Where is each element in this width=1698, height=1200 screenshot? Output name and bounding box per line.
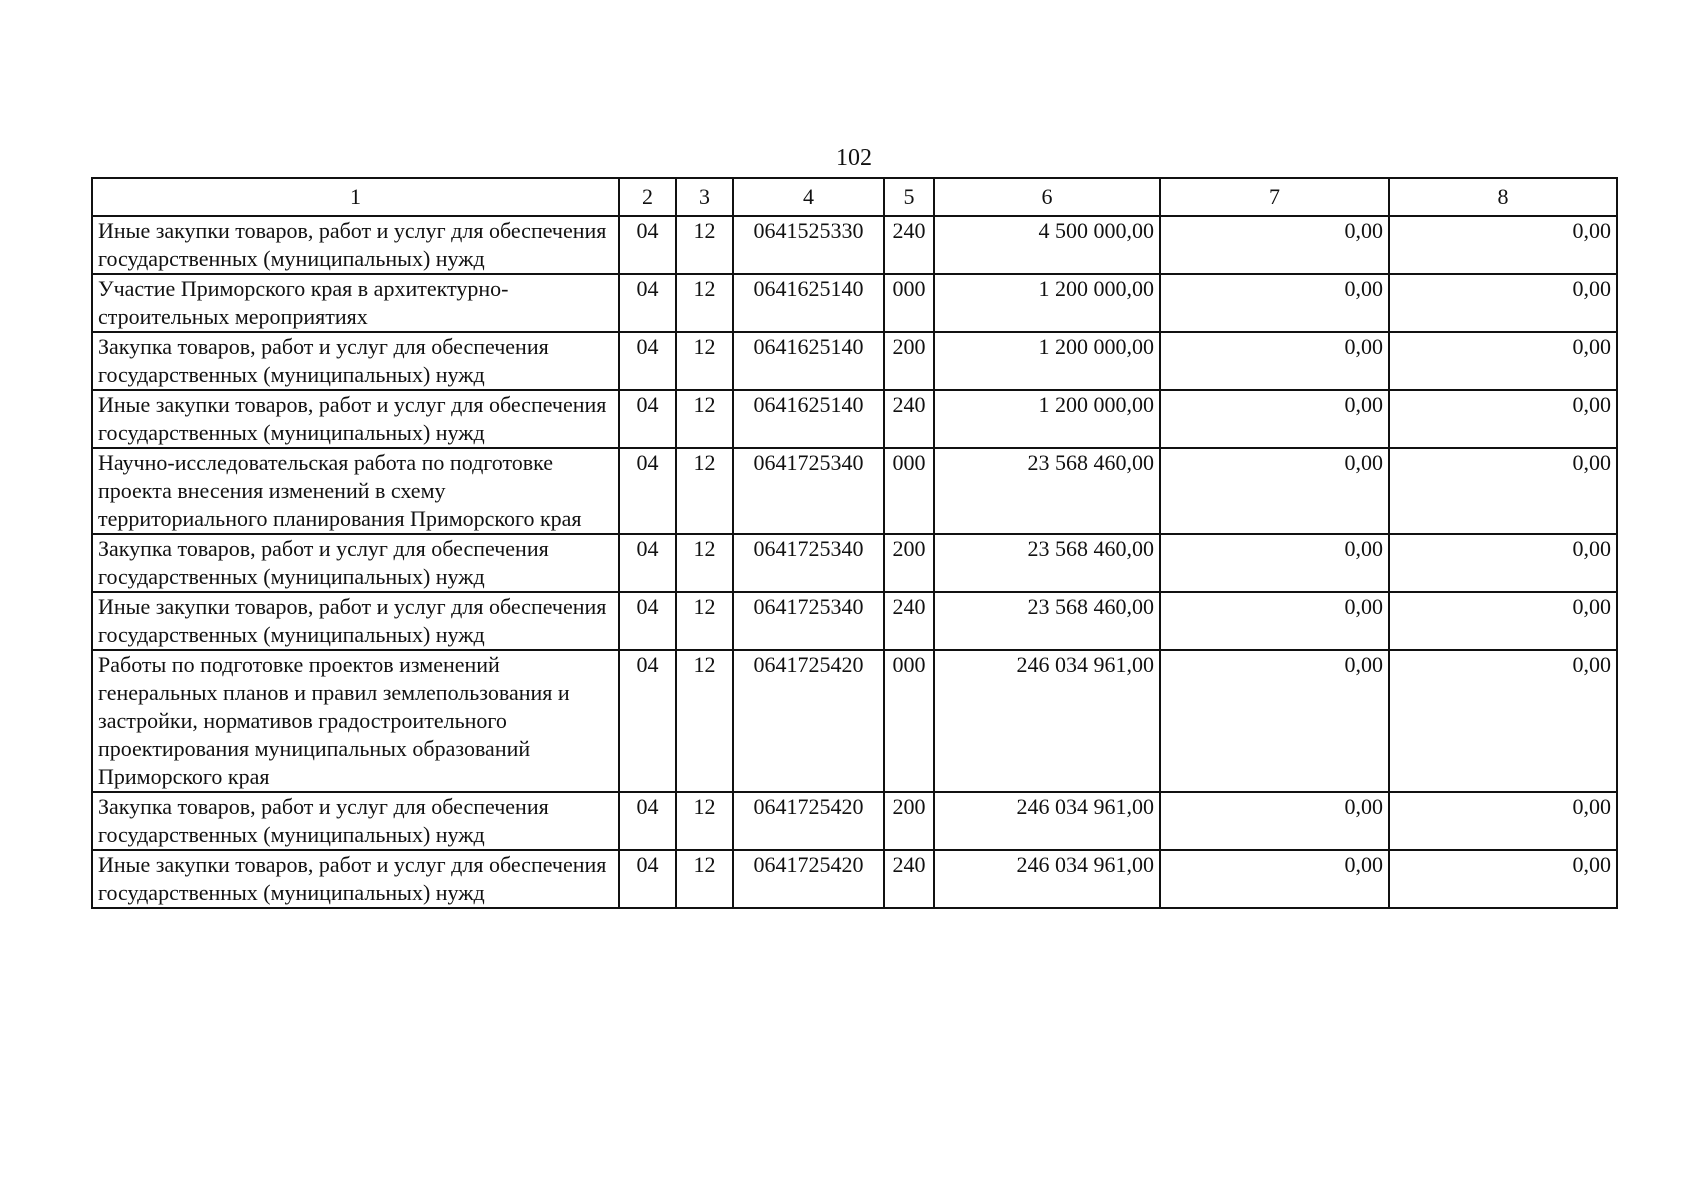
table-row bbox=[92, 850, 1617, 908]
item-name: Закупка товаров, работ и услуг для обеспечения государственных (муниципальных) нужд bbox=[92, 792, 619, 850]
subsection-code: 12 bbox=[676, 390, 733, 448]
item-name: Иные закупки товаров, работ и услуг для обеспечения государственных (муниципальных) нужд bbox=[92, 850, 619, 908]
item-name: Иные закупки товаров, работ и услуг для обеспечения государственных (муниципальных) нужд bbox=[92, 592, 619, 650]
amount-col-6: 23 568 460,00 bbox=[934, 448, 1160, 534]
amount-col-6: 246 034 961,00 bbox=[934, 792, 1160, 850]
amount-col-6: 1 200 000,00 bbox=[934, 274, 1160, 332]
amount-col-7: 0,00 bbox=[1160, 448, 1389, 534]
section-code: 04 bbox=[619, 592, 676, 650]
column-header-2: 2 bbox=[619, 178, 676, 216]
target-article-code: 0641725340 bbox=[733, 534, 884, 592]
budget-table bbox=[91, 177, 1618, 909]
amount-col-8: 0,00 bbox=[1389, 650, 1617, 792]
amount-col-8: 0,00 bbox=[1389, 332, 1617, 390]
expense-type-code: 000 bbox=[884, 274, 934, 332]
section-code: 04 bbox=[619, 850, 676, 908]
item-name: Научно-исследовательская работа по подготовке проекта внесения изменений в схему территориального планирования Приморского края bbox=[92, 448, 619, 534]
expense-type-code: 240 bbox=[884, 592, 934, 650]
amount-col-8: 0,00 bbox=[1389, 448, 1617, 534]
amount-col-7: 0,00 bbox=[1160, 650, 1389, 792]
expense-type-code: 240 bbox=[884, 216, 934, 274]
amount-col-7: 0,00 bbox=[1160, 592, 1389, 650]
amount-col-6: 23 568 460,00 bbox=[934, 534, 1160, 592]
target-article-code: 0641725340 bbox=[733, 592, 884, 650]
expense-type-code: 000 bbox=[884, 448, 934, 534]
section-code: 04 bbox=[619, 448, 676, 534]
section-code: 04 bbox=[619, 390, 676, 448]
subsection-code: 12 bbox=[676, 274, 733, 332]
amount-col-6: 246 034 961,00 bbox=[934, 650, 1160, 792]
target-article-code: 0641725420 bbox=[733, 792, 884, 850]
column-header-6: 6 bbox=[934, 178, 1160, 216]
table-row bbox=[92, 650, 1617, 792]
subsection-code: 12 bbox=[676, 650, 733, 792]
subsection-code: 12 bbox=[676, 534, 733, 592]
section-code: 04 bbox=[619, 792, 676, 850]
section-code: 04 bbox=[619, 332, 676, 390]
table-row bbox=[92, 792, 1617, 850]
amount-col-6: 23 568 460,00 bbox=[934, 592, 1160, 650]
target-article-code: 0641625140 bbox=[733, 390, 884, 448]
amount-col-7: 0,00 bbox=[1160, 534, 1389, 592]
item-name: Работы по подготовке проектов изменений генеральных планов и правил землепользования и застройки, нормативов градостроительного проектирования муниципальных образований Приморского края bbox=[92, 650, 619, 792]
amount-col-7: 0,00 bbox=[1160, 274, 1389, 332]
item-name: Закупка товаров, работ и услуг для обеспечения государственных (муниципальных) нужд bbox=[92, 332, 619, 390]
amount-col-8: 0,00 bbox=[1389, 534, 1617, 592]
subsection-code: 12 bbox=[676, 448, 733, 534]
table-row bbox=[92, 592, 1617, 650]
item-name: Иные закупки товаров, работ и услуг для обеспечения государственных (муниципальных) нужд bbox=[92, 390, 619, 448]
amount-col-6: 1 200 000,00 bbox=[934, 332, 1160, 390]
amount-col-8: 0,00 bbox=[1389, 592, 1617, 650]
target-article-code: 0641625140 bbox=[733, 332, 884, 390]
table-row bbox=[92, 390, 1617, 448]
target-article-code: 0641525330 bbox=[733, 216, 884, 274]
amount-col-6: 1 200 000,00 bbox=[934, 390, 1160, 448]
expense-type-code: 200 bbox=[884, 534, 934, 592]
table-row bbox=[92, 332, 1617, 390]
section-code: 04 bbox=[619, 274, 676, 332]
expense-type-code: 240 bbox=[884, 390, 934, 448]
amount-col-7: 0,00 bbox=[1160, 792, 1389, 850]
target-article-code: 0641725340 bbox=[733, 448, 884, 534]
expense-type-code: 240 bbox=[884, 850, 934, 908]
expense-type-code: 000 bbox=[884, 650, 934, 792]
amount-col-7: 0,00 bbox=[1160, 390, 1389, 448]
item-name: Иные закупки товаров, работ и услуг для обеспечения государственных (муниципальных) нужд bbox=[92, 216, 619, 274]
amount-col-6: 246 034 961,00 bbox=[934, 850, 1160, 908]
amount-col-7: 0,00 bbox=[1160, 332, 1389, 390]
subsection-code: 12 bbox=[676, 792, 733, 850]
item-name: Участие Приморского края в архитектурно-строительных мероприятиях bbox=[92, 274, 619, 332]
subsection-code: 12 bbox=[676, 332, 733, 390]
subsection-code: 12 bbox=[676, 850, 733, 908]
amount-col-7: 0,00 bbox=[1160, 216, 1389, 274]
expense-type-code: 200 bbox=[884, 332, 934, 390]
amount-col-8: 0,00 bbox=[1389, 792, 1617, 850]
target-article-code: 0641625140 bbox=[733, 274, 884, 332]
column-header-3: 3 bbox=[676, 178, 733, 216]
item-name: Закупка товаров, работ и услуг для обеспечения государственных (муниципальных) нужд bbox=[92, 534, 619, 592]
section-code: 04 bbox=[619, 534, 676, 592]
table-row bbox=[92, 448, 1617, 534]
subsection-code: 12 bbox=[676, 592, 733, 650]
expense-type-code: 200 bbox=[884, 792, 934, 850]
amount-col-7: 0,00 bbox=[1160, 850, 1389, 908]
subsection-code: 12 bbox=[676, 216, 733, 274]
amount-col-6: 4 500 000,00 bbox=[934, 216, 1160, 274]
column-header-7: 7 bbox=[1160, 178, 1389, 216]
target-article-code: 0641725420 bbox=[733, 850, 884, 908]
section-code: 04 bbox=[619, 216, 676, 274]
amount-col-8: 0,00 bbox=[1389, 390, 1617, 448]
column-header-4: 4 bbox=[733, 178, 884, 216]
amount-col-8: 0,00 bbox=[1389, 216, 1617, 274]
amount-col-8: 0,00 bbox=[1389, 850, 1617, 908]
amount-col-8: 0,00 bbox=[1389, 274, 1617, 332]
page-number: 102 bbox=[836, 145, 872, 171]
column-header-1: 1 bbox=[92, 178, 619, 216]
table-row bbox=[92, 216, 1617, 274]
section-code: 04 bbox=[619, 650, 676, 792]
column-header-5: 5 bbox=[884, 178, 934, 216]
header-row bbox=[92, 178, 1617, 216]
column-header-8: 8 bbox=[1389, 178, 1617, 216]
table-row bbox=[92, 534, 1617, 592]
table-row bbox=[92, 274, 1617, 332]
target-article-code: 0641725420 bbox=[733, 650, 884, 792]
